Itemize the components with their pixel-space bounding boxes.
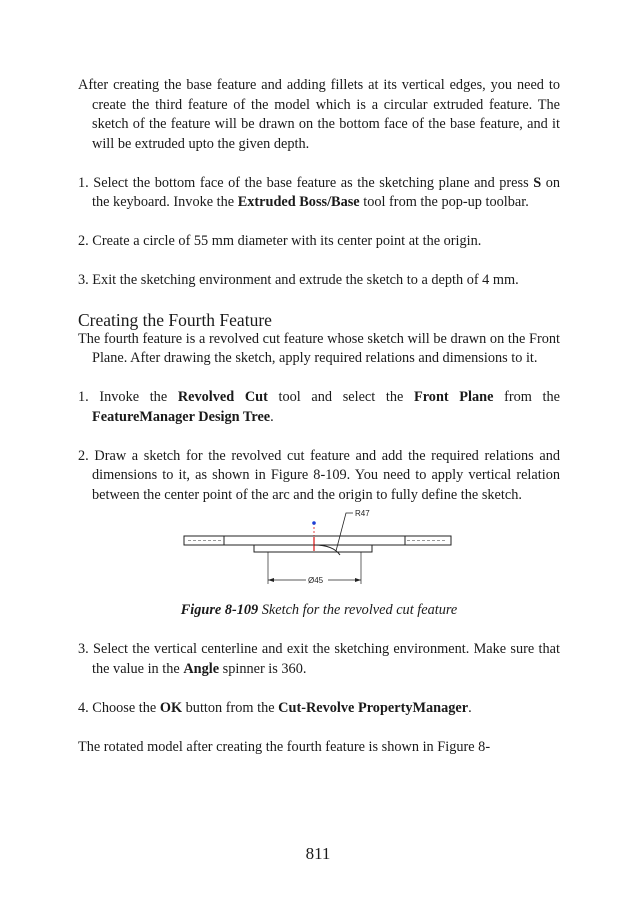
page-content: [78, 76, 560, 757]
step-item: 2. Draw a sketch for the revolved cut feature and add the required relations and dimensions to it, as shown in Figure 8-109. You need to apply vertical relation between the center point of the arc and the origin to fully define the sketch.: [78, 447, 560, 503]
step-item: 1. Invoke the Revolved Cut tool and select the Front Plane from the FeatureManager Design Tree.: [78, 389, 561, 425]
sketch-drawing: [78, 509, 560, 587]
closing-paragraph: The rotated model after creating the fourth feature is shown in Figure 8-: [78, 738, 491, 755]
dimension-arrow: [268, 578, 274, 582]
arc-center-point: [312, 521, 316, 525]
step-item: 3. Select the vertical centerline and exit the sketching environment. Make sure that the value in the Angle spinner is 360.: [78, 641, 560, 677]
figure-caption: Figure 8-109 Sketch for the revolved cut feature: [180, 602, 458, 618]
dimension-arrow: [355, 578, 361, 582]
step-item: 1. Select the bottom face of the base feature as the sketching plane and press S on the keyboard. Invoke the Extruded Boss/Base tool from the pop-up toolbar.: [78, 174, 560, 210]
radius-dimension: R47: [355, 509, 370, 518]
step-item: 2. Create a circle of 55 mm diameter with its center point at the origin.: [78, 233, 482, 249]
page-number: 811: [305, 844, 331, 863]
step-item: 3. Exit the sketching environment and extrude the sketch to a depth of 4 mm.: [78, 272, 519, 288]
section-heading: Creating the Fourth Feature: [78, 309, 272, 330]
diameter-dimension: Ø45: [308, 576, 324, 585]
section-intro: The fourth feature is a revolved cut feature whose sketch will be drawn on the Front Plane. After drawing the sketch, apply required relations and dimensions to it.: [78, 330, 560, 366]
sketch-figure: [78, 509, 560, 587]
step-item: 4. Choose the OK button from the Cut-Revolve PropertyManager.: [78, 699, 472, 716]
boss-outline: [254, 545, 372, 552]
intro-paragraph: After creating the base feature and adding fillets at its vertical edges, you need to create the third feature of the model which is a circular extruded feature. The sketch of the feature will be drawn on the bottom face of the base feature, and it will be extruded upto the given depth.: [78, 77, 560, 152]
